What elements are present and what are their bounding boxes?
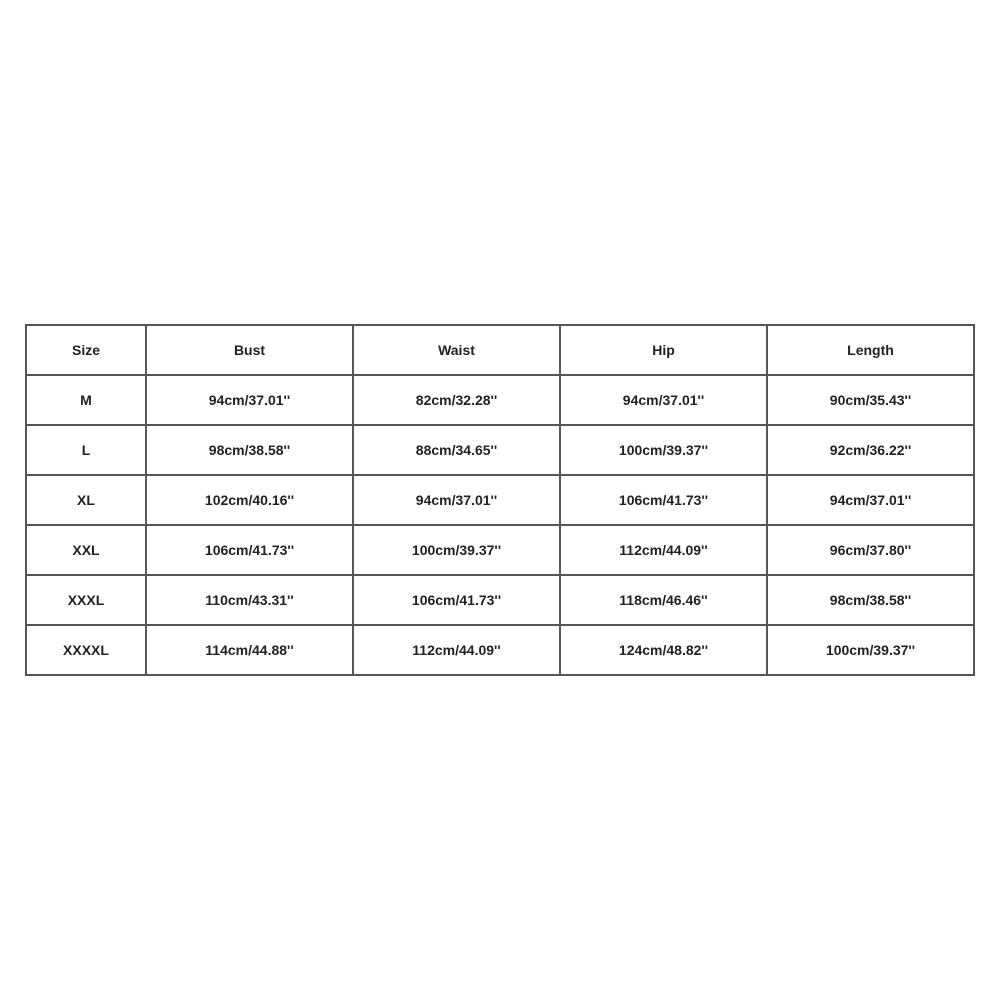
length-cell: 98cm/38.58'' <box>767 575 974 625</box>
length-cell: 92cm/36.22'' <box>767 425 974 475</box>
hip-cell: 94cm/37.01'' <box>560 375 767 425</box>
hip-cell: 124cm/48.82'' <box>560 625 767 675</box>
waist-cell: 106cm/41.73'' <box>353 575 560 625</box>
hip-cell: 100cm/39.37'' <box>560 425 767 475</box>
size-cell: XXXL <box>26 575 146 625</box>
table-row <box>26 525 974 575</box>
hip-cell: 112cm/44.09'' <box>560 525 767 575</box>
header-bust: Bust <box>146 325 353 375</box>
hip-cell: 118cm/46.46'' <box>560 575 767 625</box>
waist-cell: 88cm/34.65'' <box>353 425 560 475</box>
table-row <box>26 625 974 675</box>
table-row <box>26 575 974 625</box>
table-row <box>26 375 974 425</box>
bust-cell: 94cm/37.01'' <box>146 375 353 425</box>
size-cell: XXXXL <box>26 625 146 675</box>
bust-cell: 106cm/41.73'' <box>146 525 353 575</box>
length-cell: 94cm/37.01'' <box>767 475 974 525</box>
header-row <box>26 325 974 375</box>
bust-cell: 110cm/43.31'' <box>146 575 353 625</box>
waist-cell: 82cm/32.28'' <box>353 375 560 425</box>
table-row <box>26 425 974 475</box>
length-cell: 96cm/37.80'' <box>767 525 974 575</box>
header-waist: Waist <box>353 325 560 375</box>
header-length: Length <box>767 325 974 375</box>
size-chart-table <box>25 324 975 676</box>
bust-cell: 114cm/44.88'' <box>146 625 353 675</box>
size-cell: XL <box>26 475 146 525</box>
length-cell: 90cm/35.43'' <box>767 375 974 425</box>
header-size: Size <box>26 325 146 375</box>
bust-cell: 98cm/38.58'' <box>146 425 353 475</box>
waist-cell: 100cm/39.37'' <box>353 525 560 575</box>
waist-cell: 94cm/37.01'' <box>353 475 560 525</box>
length-cell: 100cm/39.37'' <box>767 625 974 675</box>
size-cell: L <box>26 425 146 475</box>
size-cell: XXL <box>26 525 146 575</box>
bust-cell: 102cm/40.16'' <box>146 475 353 525</box>
table-row <box>26 475 974 525</box>
header-hip: Hip <box>560 325 767 375</box>
size-cell: M <box>26 375 146 425</box>
hip-cell: 106cm/41.73'' <box>560 475 767 525</box>
waist-cell: 112cm/44.09'' <box>353 625 560 675</box>
